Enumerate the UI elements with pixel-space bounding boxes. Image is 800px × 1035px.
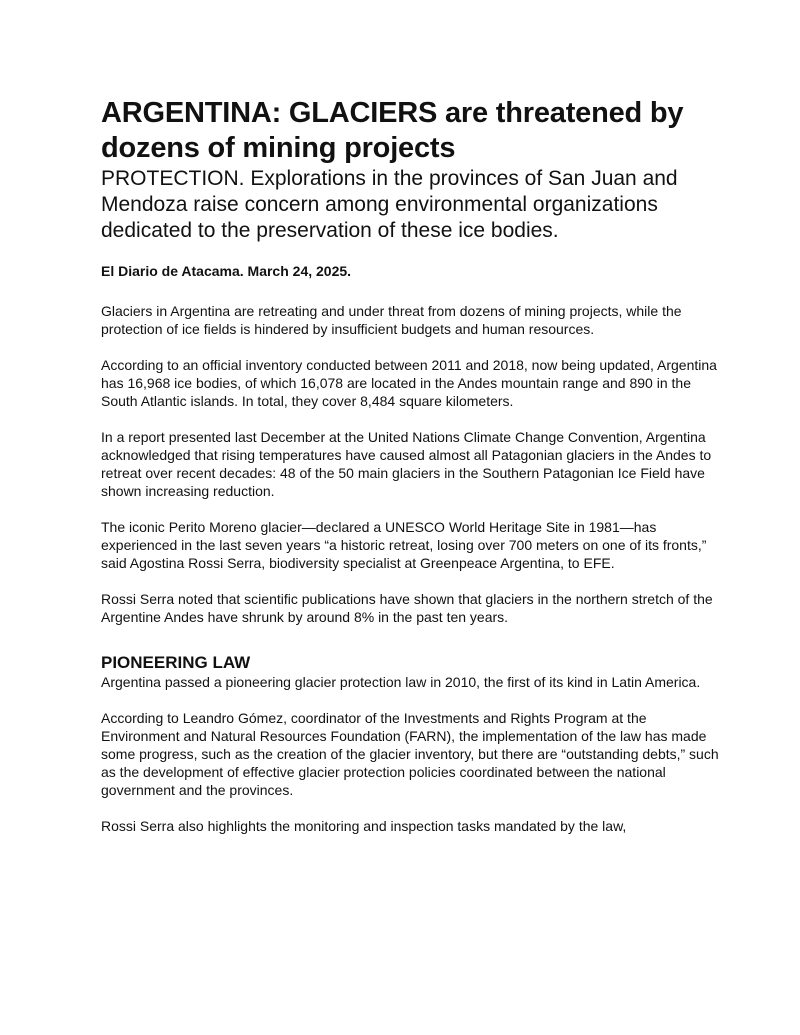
byline: El Diario de Atacama. March 24, 2025.: [101, 263, 352, 279]
section-heading: PIONEERING LAW: [101, 653, 251, 672]
body-paragraph: According to an official inventory conducted between 2011 and 2018, now being updated, Argentina has 16,968 ice bodies, of which 16,078 are located in the Andes mountain range and 890 in the South Atlantic islands. In total, they cover 8,484 square kilometers.: [101, 357, 717, 409]
deck-subtitle: PROTECTION. Explorations in the provinces of San Juan and Mendoza raise concern among environmental organizations dedicated to the preservation of these ice bodies.: [101, 167, 678, 242]
body-paragraph: Glaciers in Argentina are retreating and under threat from dozens of mining projects, while the protection of ice fields is hindered by insufficient budgets and human resources.: [101, 303, 682, 337]
body-paragraph: Argentina passed a pioneering glacier protection law in 2010, the first of its kind in Latin America.: [101, 674, 701, 690]
article: [101, 96, 721, 853]
body-paragraph: According to Leandro Gómez, coordinator of the Investments and Rights Program at the Environment and Natural Resources Foundation (FARN), the implementation of the law has made some progress, such as the creation of the glacier inventory, but there are “outstanding debts,” such as the development of effective glacier protection policies coordinated between the national government and the provinces.: [101, 710, 719, 798]
body-paragraph: Rossi Serra also highlights the monitoring and inspection tasks mandated by the law,: [101, 818, 627, 834]
headline: ARGENTINA: GLACIERS are threatened by dozens of mining projects: [101, 97, 684, 164]
body-paragraph: Rossi Serra noted that scientific publications have shown that glaciers in the northern stretch of the Argentine Andes have shrunk by around 8% in the past ten years.: [101, 591, 713, 625]
body-paragraph: The iconic Perito Moreno glacier—declared a UNESCO World Heritage Site in 1981—has experienced in the last seven years “a historic retreat, losing over 700 meters on one of its fronts,” said Agostina Rossi Serra, biodiversity specialist at Greenpeace Argentina, to EFE.: [101, 519, 707, 571]
body-paragraph: In a report presented last December at the United Nations Climate Change Convention, Argentina acknowledged that rising temperatures have caused almost all Patagonian glaciers in the Andes to retreat over recent decades: 48 of the 50 main glaciers in the Southern Patagonian Ice Field have shown increasing reduction.: [101, 429, 712, 499]
